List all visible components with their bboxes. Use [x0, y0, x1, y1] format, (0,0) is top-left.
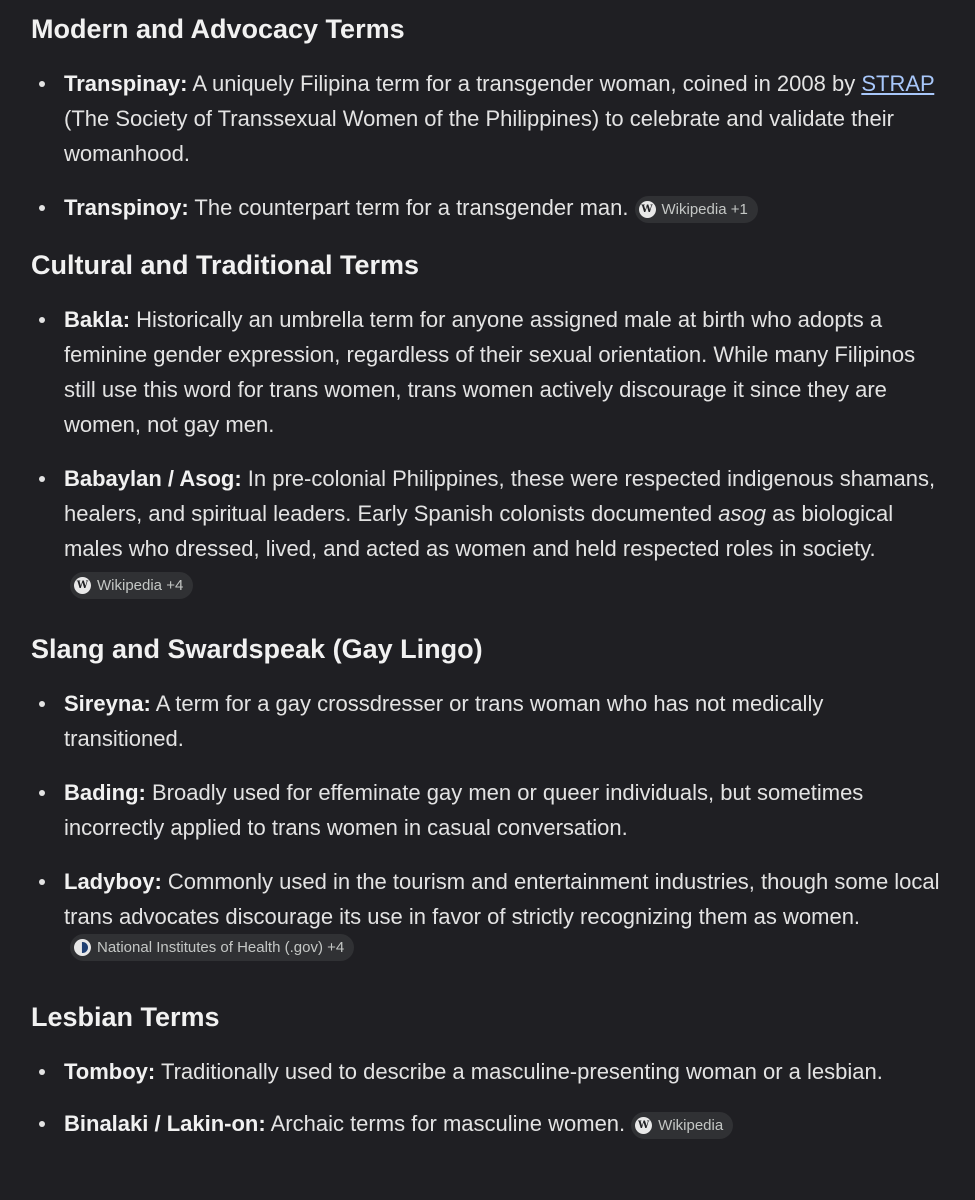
section-heading-slang-swardspeak: Slang and Swardspeak (Gay Lingo) [31, 634, 483, 664]
list-item-tomboy [31, 1054, 942, 1089]
term-description-cont: (The Society of Transsexual Women of the Philippines) to celebrate and validate their womanhood. [64, 106, 894, 166]
list-item-sireyna [31, 686, 942, 756]
source-chip-label: Wikipedia [658, 1117, 724, 1134]
term-description: A uniquely Filipina term for a transgender woman, coined in 2008 by [187, 71, 862, 96]
source-chip-nih[interactable] [70, 934, 354, 961]
term-label: Binalaki / Lakin-on: [64, 1111, 266, 1136]
term-list-slang-swardspeak [31, 686, 975, 969]
section-heading-cultural-traditional: Cultural and Traditional Terms [31, 250, 420, 280]
term-label: Tomboy: [64, 1059, 156, 1084]
term-label: Ladyboy: [64, 869, 162, 894]
wikipedia-icon: W [639, 201, 656, 218]
term-list-cultural-traditional [31, 302, 975, 601]
list-item-bakla [31, 302, 942, 442]
wikipedia-icon: W [74, 577, 91, 594]
term-description: The counterpart term for a transgender man. [188, 195, 629, 220]
nih-icon [74, 939, 91, 956]
term-description: A term for a gay crossdresser or trans woman who has not medically transitioned. [64, 691, 824, 751]
term-description: Broadly used for effeminate gay men or queer individuals, but sometimes incorrectly applied to trans women in casual conversation. [64, 780, 864, 840]
term-description: Commonly used in the tourism and entertainment industries, though some local trans advocates discourage its use in favor of strictly recognizing them as women. [64, 869, 940, 929]
term-emphasis: asog [718, 501, 766, 526]
term-description: Historically an umbrella term for anyone assigned male at birth who adopts a feminine gender expression, regardless of their sexual orientation. While many Filipinos still use this word for trans women, trans women actively discourage it since they are women, not gay men. [64, 307, 916, 437]
list-item-bading [31, 775, 942, 845]
term-description: In pre-colonial Philippines, these were respected indigenous shamans, healers, and spiritual leaders. Early Spanish colonists documented [64, 466, 936, 526]
term-description: Archaic terms for masculine women. [265, 1111, 626, 1136]
term-label: Transpinay: [64, 71, 188, 96]
term-list-modern-advocacy [31, 66, 975, 225]
source-chip-wikipedia[interactable] [635, 196, 758, 223]
term-list-lesbian-terms [31, 1054, 975, 1141]
term-description: Traditionally used to describe a masculine-presenting woman or a lesbian. [155, 1059, 883, 1084]
term-label: Bakla: [64, 307, 131, 332]
list-item-transpinay [31, 66, 942, 171]
source-chip-wikipedia[interactable] [70, 572, 193, 599]
source-chip-label: Wikipedia +4 [97, 577, 184, 594]
wikipedia-icon: W [635, 1117, 652, 1134]
term-label: Bading: [64, 780, 146, 805]
strap-link[interactable]: STRAP [861, 71, 935, 96]
list-item-ladyboy [31, 864, 942, 969]
term-label: Transpinoy: [64, 195, 189, 220]
section-heading-modern-advocacy: Modern and Advocacy Terms [31, 14, 405, 44]
source-chip-label: National Institutes of Health (.gov) +4 [97, 939, 345, 956]
list-item-transpinoy [31, 190, 942, 225]
term-label: Babaylan / Asog: [64, 466, 242, 491]
term-description-cont: as biological males who dressed, lived, and acted as women and held respected roles in society. [64, 501, 894, 561]
section-heading-lesbian-terms: Lesbian Terms [31, 1002, 220, 1032]
term-label: Sireyna: [64, 691, 151, 716]
source-chip-label: Wikipedia +1 [661, 201, 748, 218]
list-item-babaylan-asog [31, 461, 942, 601]
source-chip-wikipedia[interactable] [631, 1112, 733, 1139]
list-item-binalaki-lakin-on [31, 1106, 942, 1141]
